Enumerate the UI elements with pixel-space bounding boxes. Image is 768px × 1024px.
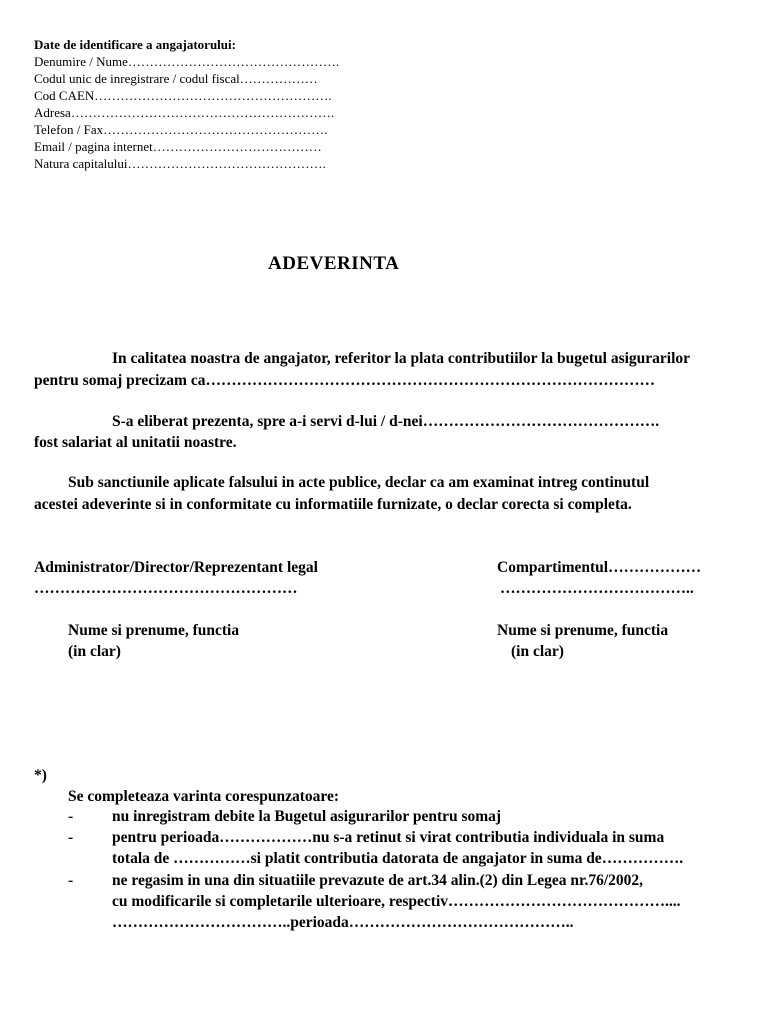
paragraph-3-line-1: Sub sanctiunile aplicate falsului in acte publice, declar ca am examinat intreg continutul: [68, 474, 650, 491]
footnote-dash-2: -: [68, 829, 74, 846]
paragraph-2-line-1: S-a eliberat prezenta, spre a-i servi d-lui / d-nei……………………………………….: [112, 413, 660, 430]
footnote-item-2-line-1: pentru perioada………………nu s-a retinut si virat contributia individuala in suma: [112, 829, 665, 846]
footnote-intro: Se completeaza varinta corespunzatoare:: [68, 788, 340, 805]
signature-right-dots: ………………………………..: [500, 580, 694, 597]
signature-left-role: Administrator/Director/Reprezentant legal: [34, 559, 318, 576]
employer-identification-block: [34, 36, 339, 172]
paragraph-1-line-2: pentru somaj precizam ca……………………………………………………………………………: [34, 372, 655, 389]
field-email: Email / pagina internet…………………………………: [34, 139, 322, 154]
signature-right-role: Compartimentul………………: [497, 559, 702, 576]
field-denumire: Denumire / Nume………………………………………….: [34, 54, 340, 69]
signature-left-clar: (in clar): [68, 643, 121, 660]
signature-right-name: Nume si prenume, functia: [497, 622, 669, 639]
footnote-item-1: nu inregistram debite la Bugetul asigurarilor pentru somaj: [112, 808, 502, 825]
field-cod-fiscal: Codul unic de inregistrare / codul fiscal………………: [34, 71, 318, 86]
footnote-item-2-line-2: totala de ……………si platit contributia datorata de angajator in suma de…………….: [112, 850, 684, 867]
paragraph-1-line-1: In calitatea noastra de angajator, referitor la plata contributiilor la bugetul asigurarilor: [112, 350, 691, 367]
employer-heading: Date de identificare a angajatorului:: [34, 37, 236, 52]
signature-left-dots: ……………………………………………: [34, 580, 298, 597]
footnote-dash-1: -: [68, 808, 74, 825]
field-natura-capitalului: Natura capitalului……………………………………….: [34, 156, 326, 171]
footnote-item-3-line-3: ……………………………..perioada……………………………………..: [112, 914, 574, 931]
paragraph-3-line-2: acestei adeverinte si in conformitate cu informatiile furnizate, o declar corecta si completa.: [34, 496, 632, 513]
paragraph-2-line-2: fost salariat al unitatii noastre.: [34, 434, 237, 451]
field-adresa: Adresa…………………………………………………….: [34, 105, 335, 120]
field-cod-caen: Cod CAEN……………………………………………….: [34, 88, 332, 103]
signature-left-name: Nume si prenume, functia: [68, 622, 240, 639]
footnote-item-3-line-1: ne regasim in una din situatiile prevazute de art.34 alin.(2) din Legea nr.76/2002,: [112, 872, 644, 889]
document-title: ADEVERINTA: [268, 253, 400, 274]
footnote-marker: *): [34, 767, 47, 784]
footnote-dash-3: -: [68, 872, 74, 889]
signature-right-clar: (in clar): [511, 643, 564, 660]
field-telefon-fax: Telefon / Fax…………………………………………….: [34, 122, 328, 137]
footnote-item-3-line-2: cu modificarile si completarile ulterioare, respectiv……………………………………....: [112, 893, 681, 910]
